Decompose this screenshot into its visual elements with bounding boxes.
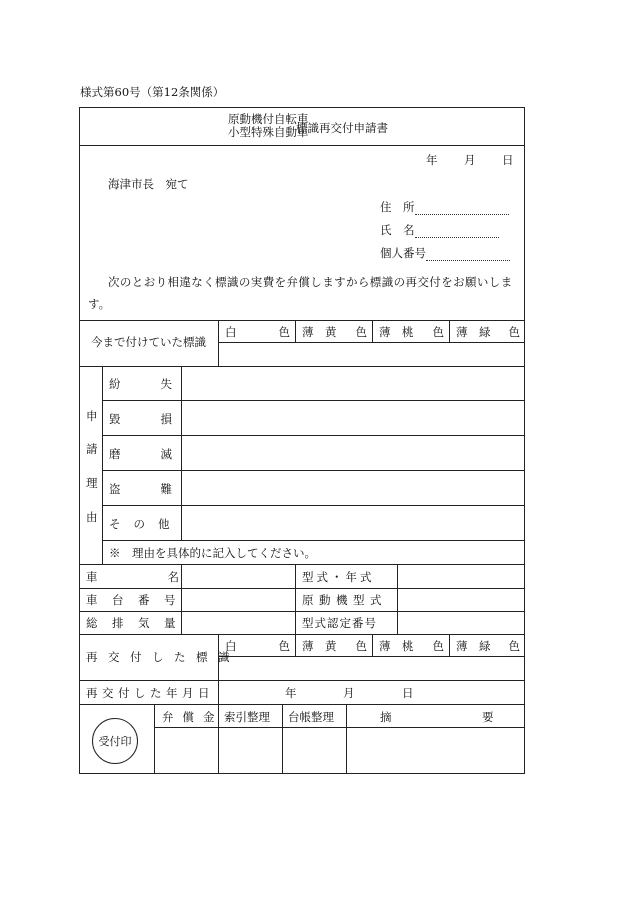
date-year: 年 [426, 153, 438, 167]
color-suffix: 色 [508, 325, 520, 339]
reason-note: ※ 理由を具体的に記入してください。 [109, 546, 316, 560]
divider [218, 342, 525, 343]
name-row [380, 222, 499, 238]
ledger-header: 台帳整理 [288, 710, 334, 724]
form-number: 様式第60号（第12条関係） [80, 85, 225, 99]
color-suffix: 色 [432, 325, 444, 339]
divider [372, 634, 373, 656]
divider [282, 704, 283, 774]
request-text-line1: 次のとおり相違なく標識の実費を弁償しますから標識の再交付をお願いしま [108, 275, 513, 289]
address-label: 住 所 [380, 200, 415, 214]
id-label: 個人番号 [380, 246, 426, 260]
divider [295, 564, 296, 634]
divider [79, 145, 525, 146]
divider [372, 320, 373, 342]
divider [154, 704, 155, 774]
divider [449, 320, 450, 342]
color-suffix: 色 [508, 639, 520, 653]
approval-number-label: 型式認定番号 [302, 616, 377, 630]
color-suffix: 色 [355, 639, 367, 653]
reason-lost: 紛失 [109, 377, 212, 391]
divider [102, 400, 525, 401]
previous-plate-label: 今まで付けていた標識 [91, 335, 206, 349]
address-field[interactable] [415, 214, 509, 215]
compensation-header: 弁償金 [162, 710, 224, 724]
divider [102, 505, 525, 506]
reissue-date-month: 月 [343, 686, 355, 700]
vehicle-name-label: 車名 [86, 570, 249, 584]
name-label: 氏 名 [380, 223, 415, 237]
title-line1: 原動機付自転車 [228, 112, 309, 126]
divider [79, 680, 525, 681]
reason-stolen: 盗難 [109, 482, 212, 496]
divider [295, 320, 296, 342]
color-name: 白 [225, 639, 237, 653]
reissued-color-white[interactable] [225, 638, 290, 654]
reissue-date-year: 年 [285, 686, 297, 700]
divider [449, 634, 450, 656]
reissued-color-green[interactable] [456, 638, 520, 654]
divider [102, 470, 525, 471]
color-suffix: 色 [278, 639, 290, 653]
reissued-color-pink[interactable] [379, 638, 444, 654]
color-name: 薄 黄 [302, 325, 337, 339]
addressee: 海津市長 宛て [108, 177, 189, 191]
reception-stamp: 受付印 [92, 718, 138, 764]
remarks-header-1: 摘 [380, 710, 392, 724]
date-month: 月 [464, 153, 476, 167]
color-suffix: 色 [278, 325, 290, 339]
divider [397, 564, 398, 634]
index-header: 索引整理 [224, 710, 270, 724]
reissue-date-label: 再交付した年月日 [86, 686, 214, 700]
engine-model-label: 原動機型式 [302, 593, 387, 607]
color-name: 白 [225, 325, 237, 339]
reason-label-2: 請 [86, 442, 98, 456]
divider [79, 320, 525, 321]
title-line2: 小型特殊自動車 [228, 125, 309, 139]
id-row [380, 245, 510, 261]
divider [295, 634, 296, 656]
color-suffix: 色 [432, 639, 444, 653]
previous-color-yellow[interactable] [302, 324, 367, 340]
reason-worn: 磨滅 [109, 447, 212, 461]
previous-color-pink[interactable] [379, 324, 444, 340]
id-field[interactable] [426, 260, 510, 261]
divider [102, 540, 525, 541]
reissue-date-day: 日 [402, 686, 414, 700]
reissued-plate-label: 再交付した標識 [86, 650, 240, 664]
divider [79, 634, 525, 635]
divider [79, 564, 525, 565]
reason-damaged: 毀損 [109, 412, 212, 426]
divider [79, 588, 525, 589]
reason-label-1: 申 [86, 409, 98, 423]
divider [102, 366, 103, 564]
previous-color-green[interactable] [456, 324, 520, 340]
title-suffix: 標識再交付申請書 [296, 121, 388, 135]
vehicle-number-label: 車台番号 [86, 593, 190, 607]
divider [79, 611, 525, 612]
divider [79, 366, 525, 367]
divider [218, 634, 219, 704]
reason-label-3: 理 [86, 476, 98, 490]
remarks-header-2: 要 [482, 710, 494, 724]
name-field[interactable] [415, 237, 499, 238]
divider [154, 727, 525, 728]
vehicle-displacement-label: 総排気量 [86, 616, 190, 630]
previous-color-white[interactable] [225, 324, 290, 340]
reason-other: その他 [109, 517, 183, 531]
divider [102, 435, 525, 436]
reason-label-4: 由 [86, 510, 98, 524]
color-name: 薄 緑 [456, 639, 491, 653]
model-year-label: 型式・年式 [302, 570, 375, 584]
color-name: 薄 桃 [379, 325, 414, 339]
reissued-color-yellow[interactable] [302, 638, 367, 654]
color-name: 薄 黄 [302, 639, 337, 653]
color-name: 薄 緑 [456, 325, 491, 339]
divider [79, 704, 525, 705]
request-text-line2: す。 [88, 297, 111, 311]
divider [218, 320, 219, 366]
color-name: 薄 桃 [379, 639, 414, 653]
address-row [380, 199, 509, 215]
divider [346, 704, 347, 774]
date-day: 日 [502, 153, 514, 167]
divider [218, 656, 525, 657]
color-suffix: 色 [355, 325, 367, 339]
